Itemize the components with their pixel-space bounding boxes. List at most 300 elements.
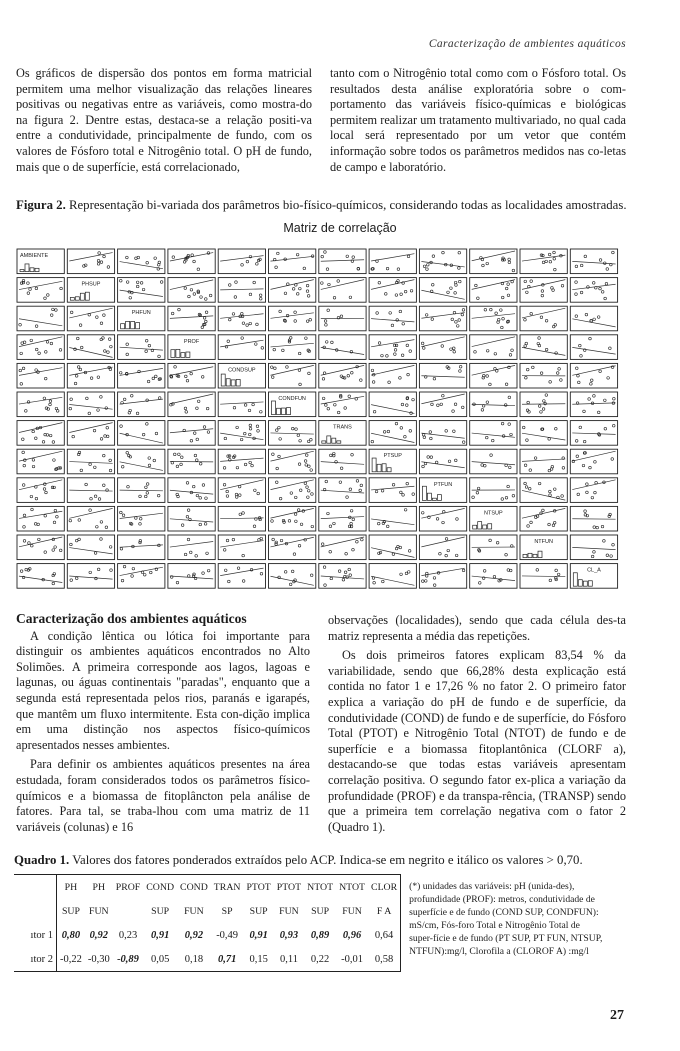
scatter-point (284, 571, 287, 574)
scatter-point (300, 523, 303, 526)
column-header: F A (376, 905, 392, 917)
regression-line (69, 367, 112, 375)
scatter-point (235, 281, 238, 284)
scatter-point (19, 323, 22, 326)
scatter-point (386, 525, 389, 528)
scatter-point (239, 513, 242, 516)
scatter-point (575, 440, 578, 443)
scatter-point (593, 526, 596, 529)
matrix-cell (67, 564, 114, 589)
quadro-note: (*) unidades das variáveis: pH (unida-des), profundidade (PROF): metros, condutividade de superfície e de fundo (COND SUP, CONDFUN): mS/cm, Fós-foro Total e Nitrogênio Total de super-fície e de fundo (PT SUP, PT FUN, NTSUP, NTFUN):mg/l, Clorofila a (CLOROF A) :mg/l (409, 881, 603, 957)
scatter-point (23, 514, 26, 517)
scatter-point (299, 439, 302, 442)
table-cell: -0,01 (341, 953, 363, 965)
scatter-point (232, 538, 235, 541)
regression-line (19, 319, 62, 326)
scatter-point (123, 565, 126, 568)
scatter-point (226, 490, 229, 493)
scatter-point (395, 344, 398, 347)
scatter-point (195, 555, 198, 558)
scatter-point (346, 255, 349, 258)
scatter-point (373, 581, 376, 584)
scatter-point (451, 318, 454, 321)
scatter-point (397, 268, 400, 271)
scatter-point (555, 569, 558, 572)
scatter-point (298, 352, 301, 355)
scatter-point (321, 282, 324, 285)
scatter-point (553, 521, 556, 524)
scatter-point (105, 526, 108, 529)
scatter-point (553, 251, 556, 254)
histogram-bar (523, 554, 527, 557)
scatter-point (580, 355, 583, 358)
column-header: PTOT (246, 881, 271, 893)
scatter-point (131, 575, 134, 578)
scatter-point (238, 494, 241, 497)
scatter-point (612, 251, 615, 254)
matrix-cell (168, 478, 215, 503)
regression-line (522, 347, 565, 355)
scatter-point (186, 379, 189, 382)
regression-line (371, 365, 414, 375)
scatter-point (584, 255, 587, 258)
scatter-point (157, 494, 160, 497)
scatter-point (345, 552, 348, 555)
scatter-point (97, 259, 100, 262)
scatter-point (37, 523, 40, 526)
scatter-point (323, 566, 326, 569)
regression-line (321, 347, 364, 354)
scatter-point (542, 408, 545, 411)
scatter-point (421, 580, 424, 583)
scatter-point (102, 337, 105, 340)
scatter-point (592, 282, 595, 285)
matrix-cell (269, 249, 316, 274)
scatter-point (406, 344, 409, 347)
scatter-point (392, 553, 395, 556)
regression-line (271, 256, 314, 261)
scatter-point (173, 453, 176, 456)
scatter-point (477, 487, 480, 490)
scatter-point (199, 462, 202, 465)
scatter-point (437, 404, 440, 407)
scatter-point (593, 318, 596, 321)
scatter-point (459, 365, 462, 368)
scatter-point (591, 555, 594, 558)
scatter-point (34, 523, 37, 526)
scatter-point (249, 322, 252, 325)
scatter-point (100, 396, 103, 399)
scatter-point (430, 437, 433, 440)
scatter-point (19, 369, 22, 372)
histogram-bar (121, 324, 125, 329)
scatter-point (137, 256, 140, 259)
scatter-point (98, 498, 101, 501)
scatter-point (49, 403, 52, 406)
scatter-point (554, 268, 557, 271)
scatter-point (197, 400, 200, 403)
scatter-point (333, 296, 336, 299)
scatter-point (80, 346, 83, 349)
table-cell: -0,30 (87, 953, 110, 965)
figure-caption (16, 197, 632, 213)
scatter-point (442, 510, 445, 513)
scatter-point (379, 551, 382, 554)
scatter-point (450, 287, 453, 290)
regression-line (120, 462, 163, 471)
table-cell: 0,91 (249, 929, 268, 941)
scatter-point (352, 518, 355, 521)
regression-line (472, 337, 515, 347)
scatter-point (306, 320, 309, 323)
scatter-point (453, 430, 456, 433)
section-right-column (328, 613, 626, 835)
scatter-point (586, 483, 589, 486)
scatter-point (549, 381, 552, 384)
scatter-point (576, 455, 579, 458)
histogram-bar (186, 352, 190, 357)
intro-left-column (16, 66, 312, 175)
scatter-point (483, 570, 486, 573)
scatter-point (310, 574, 313, 577)
matrix-cell (218, 421, 265, 446)
matrix-cell (67, 335, 114, 360)
table-cell: 0,18 (184, 953, 204, 965)
scatter-point (361, 538, 364, 541)
scatter-point (273, 348, 276, 351)
scatter-point (391, 324, 394, 327)
scatter-point (456, 325, 459, 328)
scatter-point (145, 350, 148, 353)
scatter-point (253, 281, 256, 284)
table-cell: 0,15 (249, 953, 268, 965)
scatter-point (612, 543, 615, 546)
scatter-point (478, 582, 481, 585)
regression-line (321, 490, 364, 493)
scatter-point (236, 426, 239, 429)
regression-line (321, 280, 364, 290)
scatter-point (199, 497, 202, 500)
scatter-point (80, 469, 83, 472)
column-header: SP (221, 905, 233, 917)
scatter-point (286, 314, 289, 317)
scatter-point (127, 485, 130, 488)
scatter-point (136, 412, 139, 415)
scatter-point (599, 259, 602, 262)
scatter-point (69, 519, 72, 522)
scatter-point (511, 349, 514, 352)
scatter-point (612, 424, 615, 427)
scatter-point (77, 366, 80, 369)
scatter-point (100, 261, 103, 264)
scatter-point (530, 280, 533, 283)
scatter-point (49, 434, 52, 437)
scatter-point (388, 381, 391, 384)
scatter-point (22, 367, 25, 370)
matrix-cell (168, 392, 215, 417)
scatter-point (502, 317, 505, 320)
regression-line (271, 433, 314, 434)
scatter-point (121, 465, 124, 468)
scatter-point (606, 268, 609, 271)
scatter-point (299, 489, 302, 492)
scatter-point (289, 337, 292, 340)
scatter-point (79, 368, 82, 371)
scatter-point (199, 523, 202, 526)
regression-line (19, 576, 62, 582)
matrix-cell (118, 278, 165, 303)
matrix-cell (168, 535, 215, 560)
scatter-point (306, 486, 309, 489)
matrix-cell (17, 392, 64, 417)
scatter-point (577, 493, 580, 496)
scatter-point (78, 538, 81, 541)
regression-line (271, 537, 314, 547)
scatter-point (188, 295, 191, 298)
histogram-bar (231, 380, 235, 386)
scatter-point (407, 373, 410, 376)
scatter-point (505, 553, 508, 556)
scatter-point (412, 398, 415, 401)
scatter-point (308, 465, 311, 468)
regression-line (120, 347, 163, 350)
column-header: FUN (279, 905, 299, 917)
scatter-point (44, 551, 47, 554)
scatter-point (323, 346, 326, 349)
histogram-bar (236, 379, 240, 386)
regression-line (371, 280, 414, 290)
scatter-point (126, 281, 129, 284)
histogram-bar (332, 438, 336, 443)
scatter-point (203, 317, 206, 320)
scatter-point (249, 424, 252, 427)
scatter-point (100, 322, 103, 325)
scatter-point (575, 281, 578, 284)
scatter-point (555, 427, 558, 430)
regression-line (522, 459, 565, 461)
scatter-point (538, 337, 541, 340)
scatter-point (575, 315, 578, 318)
scatter-point (329, 525, 332, 528)
scatter-point (613, 397, 616, 400)
scatter-point (525, 342, 528, 345)
scatter-point (557, 573, 560, 576)
matrix-cell (319, 449, 366, 474)
scatter-point (192, 575, 195, 578)
scatter-point (583, 440, 586, 443)
scatter-point (611, 458, 614, 461)
scatter-point (310, 438, 313, 441)
scatter-point (525, 376, 528, 379)
scatter-point (461, 313, 464, 316)
scatter-point (56, 515, 59, 518)
scatter-point (158, 397, 161, 400)
scatter-point (272, 538, 275, 541)
scatter-point (244, 404, 247, 407)
scatter-point (325, 341, 328, 344)
scatter-point (377, 522, 380, 525)
regression-line (170, 316, 213, 319)
regression-line (69, 308, 112, 318)
scatter-point (45, 491, 48, 494)
table-cell: 0,92 (184, 929, 204, 941)
scatter-point (53, 521, 56, 524)
scatter-point (145, 339, 148, 342)
scatter-point (275, 266, 278, 269)
scatter-point (407, 571, 410, 574)
scatter-point (228, 580, 231, 583)
table-cell: 0,96 (342, 929, 362, 941)
scatter-point (271, 376, 274, 379)
scatter-point (205, 298, 208, 301)
table-cell: 0,58 (374, 953, 394, 965)
figure-caption-text: Representação bi-variada dos parâmetros bio-físico-químicos, considerando todas as localidades amostradas. (68, 198, 627, 212)
scatter-point (486, 262, 489, 265)
scatter-point (607, 377, 610, 380)
variable-label: PTFUN (433, 481, 453, 488)
scatter-point (38, 352, 41, 355)
scatter-point (72, 435, 75, 438)
matrix-cell (419, 564, 466, 589)
scatter-point (294, 513, 297, 516)
matrix-cell (269, 278, 316, 303)
scatter-point (60, 287, 63, 290)
regression-line (522, 433, 565, 440)
scatter-point (257, 430, 260, 433)
scatter-point (242, 580, 245, 583)
scatter-point (596, 526, 599, 529)
scatter-point (139, 523, 142, 526)
scatter-point (55, 407, 58, 410)
scatter-point (191, 254, 194, 257)
scatter-point (589, 337, 592, 340)
scatter-point (432, 255, 435, 258)
scatter-point (293, 553, 296, 556)
scatter-point (561, 284, 564, 287)
scatter-point (482, 264, 485, 267)
scatter-point (256, 425, 259, 428)
scatter-point (386, 355, 389, 358)
scatter-point (575, 367, 578, 370)
scatter-point (321, 543, 324, 546)
scatter-point (433, 577, 436, 580)
matrix-cell (218, 564, 265, 589)
regression-line (19, 451, 62, 461)
histogram-bar (583, 581, 587, 586)
scatter-point (307, 496, 310, 499)
scatter-point (329, 550, 332, 553)
histogram-bar (226, 379, 230, 386)
scatter-point (326, 268, 329, 271)
scatter-point (610, 555, 613, 558)
scatter-point (496, 541, 499, 544)
scatter-point (240, 438, 243, 441)
scatter-point (507, 283, 510, 286)
column-header: PH (92, 881, 106, 893)
scatter-point (270, 366, 273, 369)
scatter-point (226, 495, 229, 498)
scatter-point (260, 572, 263, 575)
regression-line (572, 547, 615, 549)
scatter-point (190, 289, 193, 292)
scatter-point (333, 522, 336, 525)
scatter-point (474, 351, 477, 354)
scatter-point (228, 284, 231, 287)
regression-line (19, 368, 62, 376)
column-header: NTOT (307, 881, 334, 893)
scatter-point (304, 482, 307, 485)
scatter-point (580, 291, 583, 294)
paragraph: A condição lêntica ou lótica foi importante para distinguir os ambientes aquáticos encontrados no Alto Solimões. A primeira corresponde aos lagos, lagoas e lagunas, ou águas continentais "paradas", enquanto que a segunda está representada pelos rios, paranás e igarapés, que mantêm um fluxo intermitente. Esta con-dição implica em uma distinção nos aspectos físico-químicos apresentados nesses ambientes. (16, 628, 310, 752)
table-cell: 0,93 (279, 929, 299, 941)
scatter-point (405, 404, 408, 407)
scatter-point (360, 379, 363, 382)
scatter-point (580, 264, 583, 267)
scatter-point (52, 441, 55, 444)
scatter-point (348, 568, 351, 571)
scatter-point (154, 375, 157, 378)
variable-label: PHSUP (81, 281, 101, 288)
scatter-point (524, 464, 527, 467)
scatter-point (530, 521, 533, 524)
scatter-point (327, 407, 330, 410)
histogram-bar (573, 573, 577, 586)
regression-line (421, 433, 464, 438)
scatter-point (609, 347, 612, 350)
regression-line (522, 508, 565, 518)
scatter-point (501, 422, 504, 425)
scatter-point (475, 284, 478, 287)
scatter-point (187, 538, 190, 541)
regression-line (472, 280, 515, 290)
scatter-point (373, 410, 376, 413)
scatter-point (100, 521, 103, 524)
matrix-cell (369, 363, 416, 388)
variable-label: TRANS (333, 424, 352, 431)
scatter-point (260, 411, 263, 414)
regression-line (120, 490, 163, 491)
scatter-point (424, 580, 427, 583)
scatter-point (386, 267, 389, 270)
table-row (14, 923, 401, 947)
column-header: NTOT (339, 881, 366, 893)
table-cell: 0,23 (118, 929, 138, 941)
scatter-point (49, 400, 52, 403)
scatter-point (549, 260, 552, 263)
scatter-point (298, 369, 301, 372)
scatter-point (495, 370, 498, 373)
scatter-point (44, 377, 47, 380)
scatter-point (528, 487, 531, 490)
column-header (113, 899, 144, 923)
scatter-point (597, 411, 600, 414)
scatter-point (349, 296, 352, 299)
matrix-cell (520, 278, 567, 303)
scatter-point (401, 403, 404, 406)
scatter-point (501, 296, 504, 299)
scatter-point (282, 349, 285, 352)
matrix-cell (520, 449, 567, 474)
scatter-point (584, 510, 587, 513)
scatter-point (375, 490, 378, 493)
variable-label: PROF (183, 338, 200, 345)
scatter-point (155, 432, 158, 435)
scatter-point (51, 486, 54, 489)
scatter-point (545, 260, 548, 263)
scatter-point (536, 569, 539, 572)
scatter-point (288, 520, 291, 523)
scatter-point (603, 540, 606, 543)
